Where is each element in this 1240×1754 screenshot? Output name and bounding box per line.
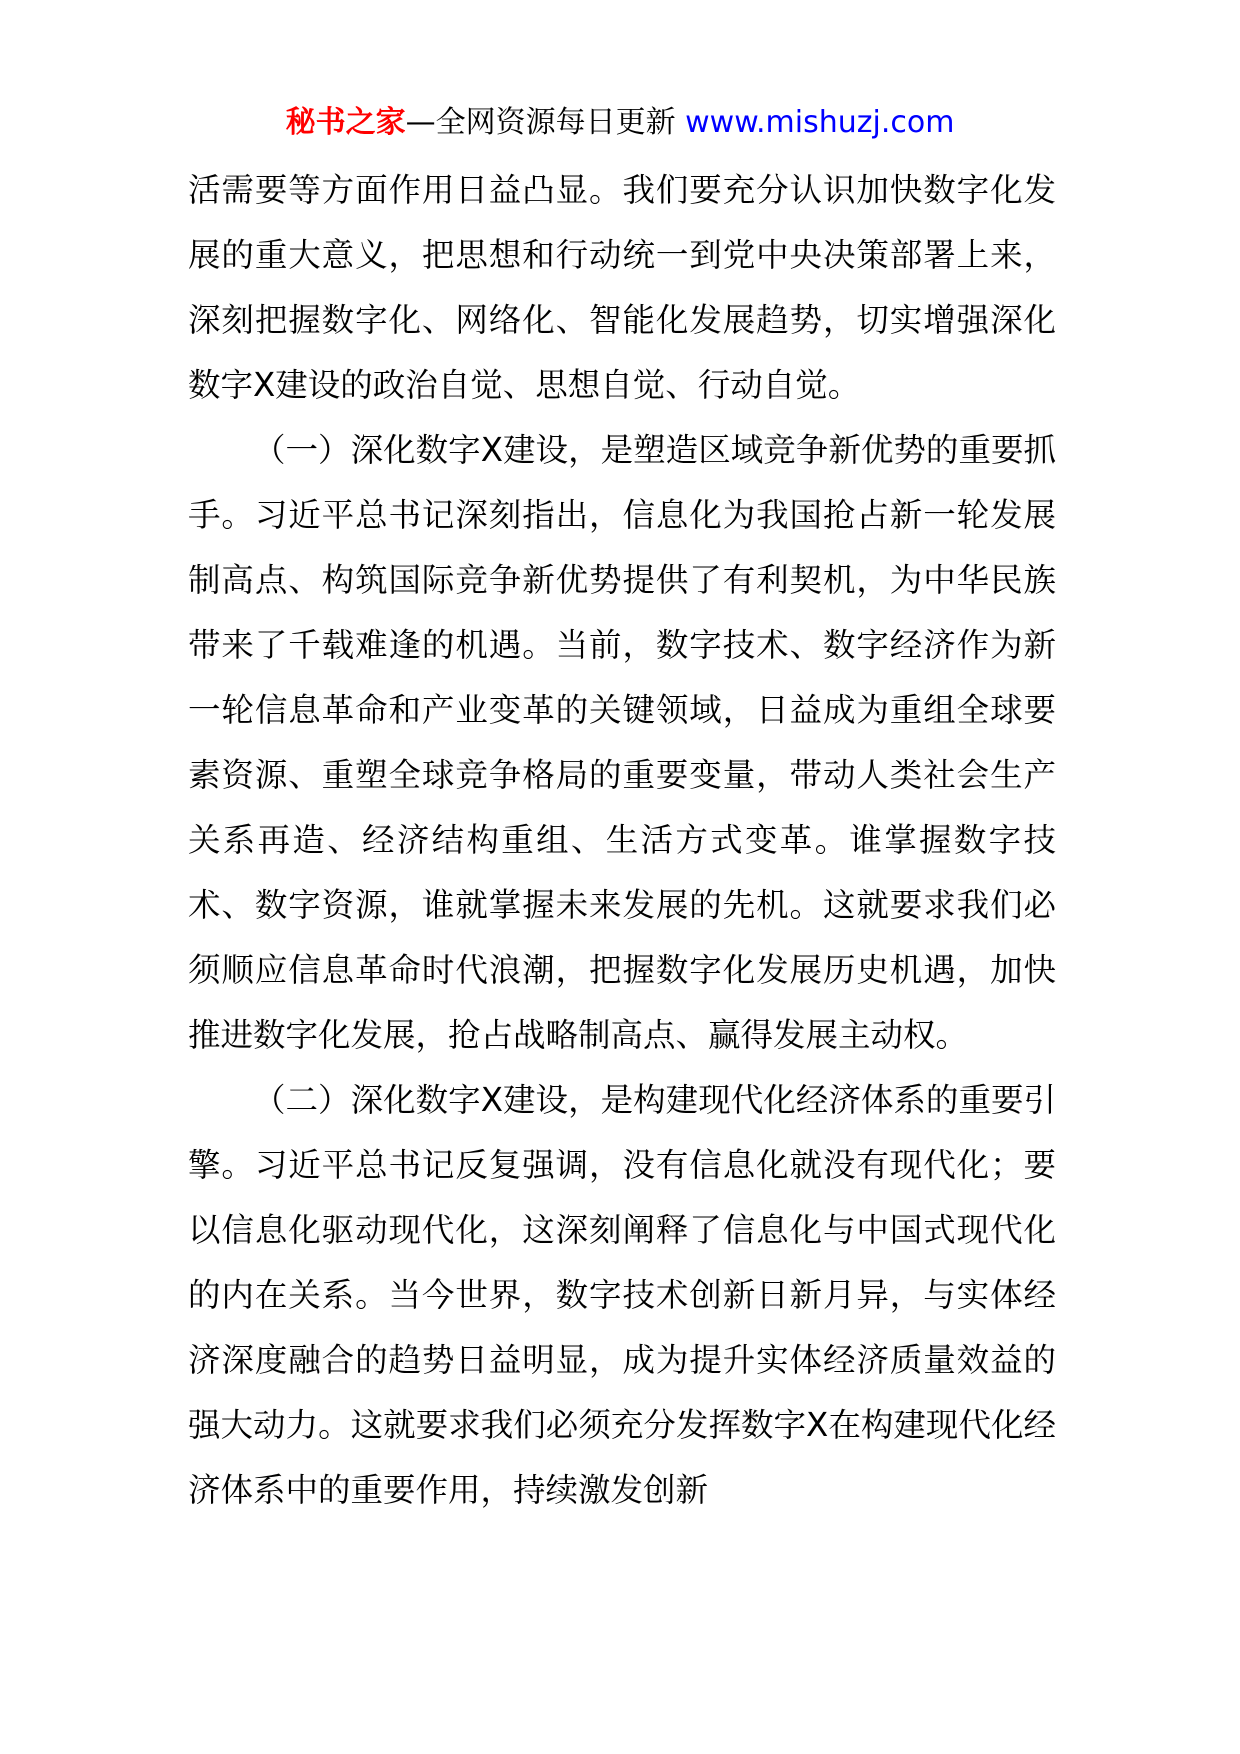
paragraph: （一）深化数字X建设，是塑造区域竞争新优势的重要抓手。习近平总书记深刻指出，信息化为我国抢占新一轮发展制高点、构筑国际竞争新优势提供了有利契机，为中华民族带来了千载难逢的机遇。当前，数字技术、数字经济作为新一轮信息革命和产业变革的关键领域，日益成为重组全球要素资源、重塑全球竞争格局的重要变量，带动人类社会生产关系再造、经济结构重组、生活方式变革。谁掌握数字技术、数字资源，谁就掌握未来发展的先机。这就要求我们必须顺应信息革命时代浪潮，把握数字化发展历史机遇，加快推进数字化发展，抢占战略制高点、赢得发展主动权。 bbox=[188, 431, 1056, 1054]
header-tagline: —全网资源每日更新 bbox=[405, 105, 686, 140]
paragraph: 活需要等方面作用日益凸显。我们要充分认识加快数字化发展的重大意义，把思想和行动统一到党中央决策部署上来，深刻把握数字化、网络化、智能化发展趋势，切实增强深化数字X建设的政治自觉、思想自觉、行动自觉。 bbox=[188, 171, 1056, 404]
site-url-link[interactable]: www.mishuzj.com bbox=[685, 105, 955, 140]
paragraph: （二）深化数字X建设，是构建现代化经济体系的重要引擎。习近平总书记反复强调，没有信息化就没有现代化；要以信息化驱动现代化，这深刻阐释了信息化与中国式现代化的内在关系。当今世界，数字技术创新日新月异，与实体经济深度融合的趋势日益明显，成为提升实体经济质量效益的强大动力。这就要求我们必须充分发挥数字X在构建现代化经济体系中的重要作用，持续激发创新 bbox=[188, 1081, 1056, 1509]
brand-name: 秘书之家 bbox=[285, 105, 406, 140]
document-body bbox=[188, 158, 1056, 1523]
site-header bbox=[0, 88, 1240, 158]
